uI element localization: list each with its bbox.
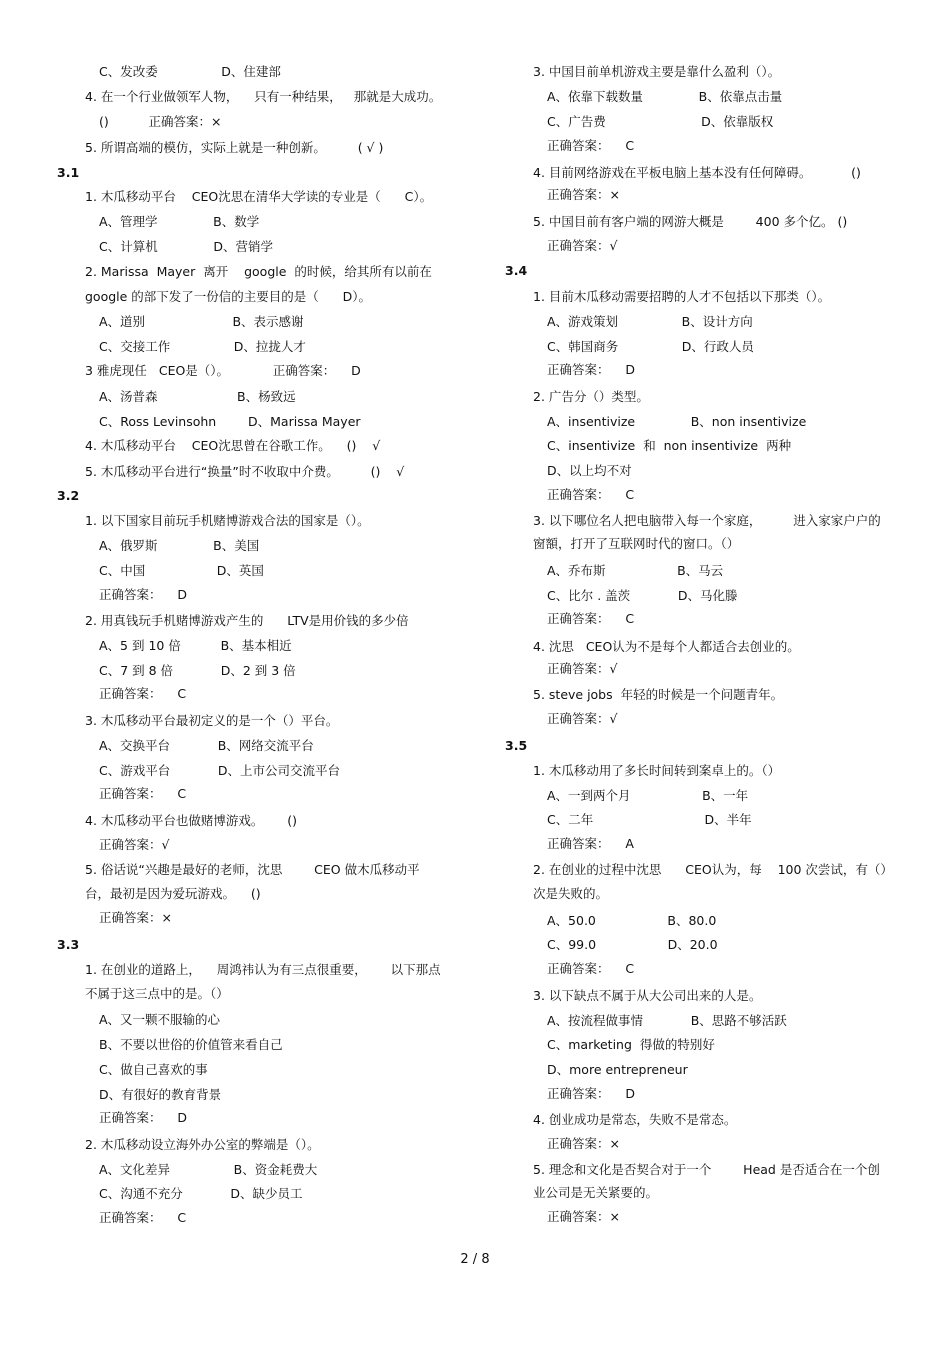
options-line: C、沟通不充分 D、缺少员工 xyxy=(99,1186,303,1201)
question-line: 1. 木瓜移动用了多长时间转到案卓上的。（） xyxy=(533,763,781,778)
text-line: () 正确答案：× xyxy=(99,114,222,129)
options-line: A、游戏策划 B、设计方向 xyxy=(547,314,753,329)
options-line: B、不要以世俗的价值管来看自己 xyxy=(99,1037,283,1052)
options-line: C、韩国商务 D、行政人员 xyxy=(547,339,754,354)
options-line: A、又一颗不服输的心 xyxy=(99,1012,221,1027)
answer-line: 正确答案： C xyxy=(547,611,635,626)
text-line: 窗額，打开了互联网时代的窗口。（） xyxy=(533,536,740,551)
question-line: 2. 广告分（）类型。 xyxy=(533,389,649,404)
question-line: 4. 木瓜移动平台也做赌博游戏。 () xyxy=(85,813,297,828)
question-line: 3 雅虎现任 CEO是（）。 正确答案： D xyxy=(85,363,361,378)
question-line: 5. 木瓜移动平台进行“换量”时不收取中介费。 () √ xyxy=(85,464,405,479)
text-line: 次是失败的。 xyxy=(533,886,609,901)
question-line: 2. 用真钱玩手机赌博游戏产生的 LTV是用价钱的多少倍 xyxy=(85,613,409,628)
text-line: google 的部下发了一份信的主要目的是（ D）。 xyxy=(85,289,372,304)
answer-line: 正确答案：× xyxy=(547,1209,620,1224)
options-line: A、道别 B、表示感谢 xyxy=(99,314,304,329)
question-line: 4. 目前网络游戏在平板电脑上基本没有任何障碍。 () xyxy=(533,165,861,180)
right-column xyxy=(475,0,915,1240)
question-line: 4. 沈思 CEO认为不是每个人都适合去创业的。 xyxy=(533,639,800,654)
answer-line: 正确答案： A xyxy=(547,836,634,851)
options-line: C、计算机 D、营销学 xyxy=(99,239,273,254)
text-line: 不属于这三点中的是。（） xyxy=(85,986,229,1001)
options-line: C、交接工作 D、拉拢人才 xyxy=(99,339,306,354)
answer-line: 正确答案： C xyxy=(99,686,187,701)
question-line: 4. 木瓜移动平台 CEO沈思曾在谷歌工作。 () √ xyxy=(85,438,381,453)
options-line: A、5 到 10 倍 B、基本相近 xyxy=(99,638,292,653)
question-line: 3. 中国目前单机游戏主要是靠什么盈利（）。 xyxy=(533,64,781,79)
options-line: A、insentivize B、non insentivize xyxy=(547,414,807,429)
options-line: C、marketing 得做的特别好 xyxy=(547,1037,715,1052)
question-line: 2. 木瓜移动设立海外办公室的弊端是（）。 xyxy=(85,1137,320,1152)
options-line: A、依靠下载数量 B、依靠点击量 xyxy=(547,89,783,104)
question-line: 4. 在一个行业做领军人物， 只有一种结果， 那就是大成功。 xyxy=(85,89,442,104)
question-line: 1. 在创业的道路上， 周鸿祎认为有三点很重要， 以下那点 xyxy=(85,962,441,977)
question-line: 2. Marissa Mayer 离开 google 的时候，给其所有以前在 xyxy=(85,264,432,279)
options-line: C、Ross Levinsohn D、Marissa Mayer xyxy=(99,414,361,429)
options-line: D、more entrepreneur xyxy=(547,1062,688,1077)
section-heading: 3.2 xyxy=(57,488,80,503)
page-number: 2 / 8 xyxy=(460,1252,490,1267)
answer-line: 正确答案： D xyxy=(99,1110,188,1125)
options-line: A、管理学 B、数学 xyxy=(99,214,260,229)
question-line: 1. 目前木瓜移动需要招聘的人才不包括以下那类（）。 xyxy=(533,289,831,304)
question-line: 3. 木瓜移动平台最初定义的是一个（）平台。 xyxy=(85,713,339,728)
options-line: C、二年 D、半年 xyxy=(547,812,752,827)
left-column xyxy=(0,0,440,1240)
options-line: A、按流程做事情 B、思路不够活跃 xyxy=(547,1013,787,1028)
section-heading: 3.1 xyxy=(57,165,80,180)
options-line: A、交换平台 B、网络交流平台 xyxy=(99,738,314,753)
question-line: 3. 以下哪位名人把电脑带入每一个家庭， 进入家家户户的 xyxy=(533,513,881,528)
answer-line: 正确答案：√ xyxy=(99,837,170,852)
question-line: 1. 以下国家目前玩手机赌博游戏合法的国家是（）。 xyxy=(85,513,370,528)
section-heading: 3.3 xyxy=(57,937,80,952)
answer-line: 正确答案： C xyxy=(547,138,635,153)
question-line: 5. 俗话说“兴趣是最好的老师，沈思 CEO 做木瓜移动平 xyxy=(85,862,420,877)
options-line: A、汤普森 B、杨致远 xyxy=(99,389,296,404)
section-heading: 3.5 xyxy=(505,738,528,753)
question-line: 5. 所谓高端的模仿，实际上就是一种创新。 ( √ ) xyxy=(85,140,384,155)
options-line: A、文化差异 B、资金耗费大 xyxy=(99,1162,318,1177)
section-heading: 3.4 xyxy=(505,263,528,278)
answer-line: 正确答案： C xyxy=(547,961,635,976)
text-line: 台，最初是因为爱玩游戏。 () xyxy=(85,886,261,901)
answer-line: 正确答案：√ xyxy=(547,661,618,676)
options-line: A、50.0 B、80.0 xyxy=(547,913,717,928)
options-line: A、乔布斯 B、马云 xyxy=(547,563,724,578)
question-line: 2. 在创业的过程中沈思 CEO认为，每 100 次尝试，有（） xyxy=(533,862,893,877)
question-line: 5. 理念和文化是否契合对于一个 Head 是否适合在一个创 xyxy=(533,1162,880,1177)
text-line: 业公司是无关紧要的。 xyxy=(533,1185,659,1200)
answer-line: 正确答案：√ xyxy=(547,711,618,726)
answer-line: 正确答案：× xyxy=(547,1136,620,1151)
answer-line: 正确答案：× xyxy=(547,187,620,202)
options-line: C、99.0 D、20.0 xyxy=(547,937,718,952)
answer-line: 正确答案：× xyxy=(99,910,172,925)
options-line: D、有很好的教育背景 xyxy=(99,1087,222,1102)
options-line: D、以上均不对 xyxy=(547,463,632,478)
answer-line: 正确答案： C xyxy=(99,1210,187,1225)
options-line: C、游戏平台 D、上市公司交流平台 xyxy=(99,763,341,778)
question-line: 1. 木瓜移动平台 CEO沈思在清华大学读的专业是（ C）。 xyxy=(85,189,433,204)
options-line: C、比尔 . 盖茨 D、马化滕 xyxy=(547,588,738,603)
options-line: C、7 到 8 倍 D、2 到 3 倍 xyxy=(99,663,296,678)
answer-line: 正确答案： C xyxy=(547,487,635,502)
options-line: C、insentivize 和 non insentivize 两种 xyxy=(547,438,792,453)
options-line: C、发改委 D、住建部 xyxy=(99,64,281,79)
answer-line: 正确答案： D xyxy=(99,587,188,602)
options-line: A、俄罗斯 B、美国 xyxy=(99,538,260,553)
question-line: 5. steve jobs 年轻的时候是一个问题青年。 xyxy=(533,687,784,702)
options-line: C、中国 D、英国 xyxy=(99,563,264,578)
question-line: 4. 创业成功是常态，失败不是常态。 xyxy=(533,1112,737,1127)
answer-line: 正确答案：√ xyxy=(547,238,618,253)
question-line: 3. 以下缺点不属于从大公司出来的人是。 xyxy=(533,988,762,1003)
answer-line: 正确答案： D xyxy=(547,1086,636,1101)
answer-line: 正确答案： C xyxy=(99,786,187,801)
options-line: C、广告费 D、依靠版权 xyxy=(547,114,774,129)
answer-line: 正确答案： D xyxy=(547,362,636,377)
options-line: A、一到两个月 B、一年 xyxy=(547,788,749,803)
options-line: C、做自己喜欢的事 xyxy=(99,1062,208,1077)
question-line: 5. 中国目前有客户端的网游大概是 400 多个亿。 () xyxy=(533,214,848,229)
